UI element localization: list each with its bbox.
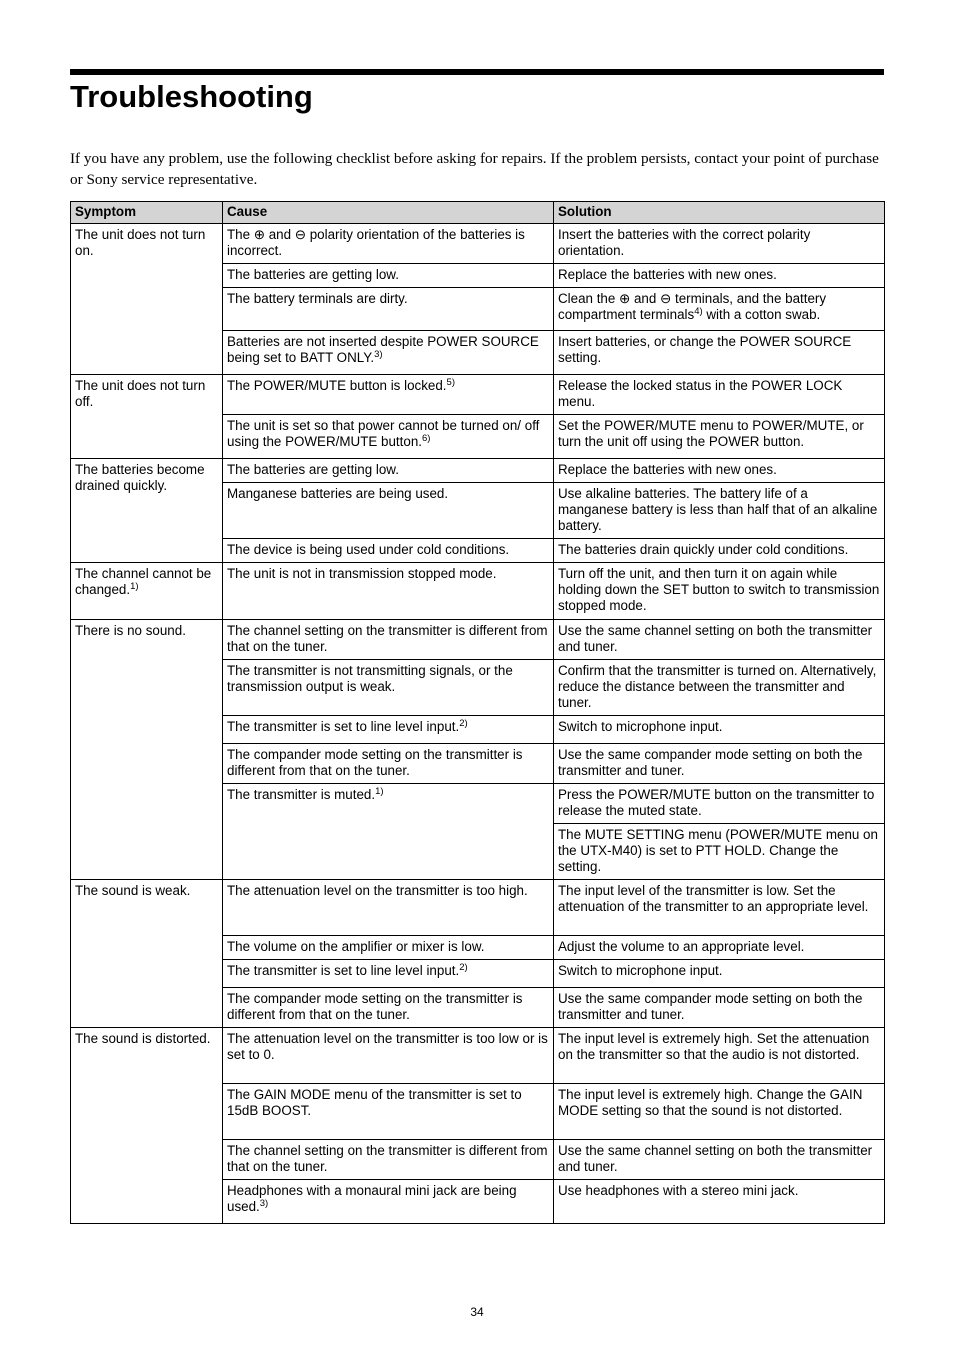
footnote-ref: 1)	[375, 786, 384, 797]
cause-text: The transmitter is not transmitting signals, or the transmission output is weak.	[227, 663, 513, 694]
cause-text: The channel setting on the transmitter is different from that on the tuner.	[227, 623, 548, 654]
header-cause: Cause	[223, 202, 554, 224]
solution-cell	[554, 744, 885, 784]
footnote-ref: 2)	[459, 962, 468, 973]
solution-cell	[554, 483, 885, 539]
cause-cell	[223, 936, 554, 960]
cause-cell	[223, 784, 554, 880]
cause-cell	[223, 288, 554, 331]
symptom-cell	[71, 1028, 223, 1224]
solution-cell	[554, 660, 885, 716]
cause-text: The unit is set so that power cannot be turned on/ off using the POWER/MUTE button.	[227, 418, 540, 449]
cause-text: The channel setting on the transmitter is different from that on the tuner.	[227, 1143, 548, 1174]
cause-text: The transmitter is set to line level input.	[227, 963, 460, 978]
cause-text: The device is being used under cold conditions.	[227, 542, 510, 557]
solution-text: Press the POWER/MUTE button on the transmitter to release the muted state.	[558, 787, 875, 818]
cause-text: The batteries are getting low.	[227, 462, 399, 477]
cause-cell	[223, 563, 554, 620]
cause-cell	[223, 744, 554, 784]
solution-cell	[554, 415, 885, 459]
footnote-ref: 5)	[446, 377, 455, 388]
cause-text: Manganese batteries are being used.	[227, 486, 449, 501]
table-header-row	[71, 202, 885, 224]
solution-cell	[554, 784, 885, 824]
cause-text: The POWER/MUTE button is locked.	[227, 378, 447, 393]
solution-text: Use the same compander mode setting on both the transmitter and tuner.	[558, 747, 863, 778]
solution-cell	[554, 288, 885, 331]
symptom-text: The channel cannot be changed.	[75, 566, 212, 597]
solution-cell	[554, 224, 885, 264]
cause-text: The transmitter is set to line level input.	[227, 719, 460, 734]
cause-text: The batteries are getting low.	[227, 267, 399, 282]
solution-text: Adjust the volume to an appropriate level.	[558, 939, 805, 954]
solution-text: Use alkaline batteries. The battery life of a manganese battery is less than half that of an alkaline battery.	[558, 486, 878, 533]
solution-text: Use the same channel setting on both the transmitter and tuner.	[558, 623, 873, 654]
cause-cell	[223, 1140, 554, 1180]
cause-text: Headphones with a monaural mini jack are being used.	[227, 1183, 517, 1214]
solution-text: The input level of the transmitter is low. Set the attenuation of the transmitter to an appropriate level.	[558, 883, 869, 914]
footnote-ref: 2)	[459, 718, 468, 729]
solution-text: Replace the batteries with new ones.	[558, 267, 777, 282]
solution-cell	[554, 1028, 885, 1084]
cause-text: The compander mode setting on the transmitter is different from that on the tuner.	[227, 747, 523, 778]
footnote-ref: 3)	[259, 1198, 269, 1209]
cause-cell	[223, 1028, 554, 1084]
cause-cell	[223, 264, 554, 288]
page-title: Troubleshooting	[70, 79, 313, 114]
symptom-text: The batteries become drained quickly.	[75, 462, 205, 493]
solution-cell	[554, 988, 885, 1028]
cause-text: Batteries are not inserted despite POWER SOURCE being set to BATT ONLY.	[227, 334, 539, 365]
footnote-ref: 1)	[130, 581, 139, 592]
solution-cell	[554, 1180, 885, 1224]
solution-cell	[554, 539, 885, 563]
symptom-text: The unit does not turn off.	[75, 378, 206, 409]
solution-cell	[554, 1140, 885, 1180]
solution-cell	[554, 563, 885, 620]
cause-cell	[223, 331, 554, 375]
header-solution: Solution	[554, 202, 885, 224]
cause-text: The compander mode setting on the transmitter is different from that on the tuner.	[227, 991, 523, 1022]
cause-text: The attenuation level on the transmitter is too high.	[227, 883, 528, 898]
solution-cell	[554, 331, 885, 375]
solution-cell	[554, 880, 885, 936]
table-row	[71, 375, 885, 415]
solution-text: Release the locked status in the POWER LOCK menu.	[558, 378, 843, 409]
cause-cell	[223, 459, 554, 483]
solution-text: Switch to microphone input.	[558, 963, 723, 978]
cause-cell	[223, 620, 554, 660]
symptom-text: The unit does not turn on.	[75, 227, 206, 258]
troubleshooting-table	[70, 201, 885, 1224]
solution-text: Confirm that the transmitter is turned on. Alternatively, reduce the distance between the transmitter and tuner.	[558, 663, 877, 710]
symptom-cell	[71, 563, 223, 620]
page-number: 34	[470, 1305, 484, 1319]
solution-cell	[554, 960, 885, 988]
solution-cell	[554, 264, 885, 288]
cause-cell	[223, 375, 554, 415]
title-rule	[70, 69, 884, 75]
symptom-cell	[71, 620, 223, 880]
footnote-ref: 6)	[421, 433, 431, 444]
cause-text: The GAIN MODE menu of the transmitter is set to 15dB BOOST.	[227, 1087, 522, 1118]
table-row	[71, 224, 885, 264]
solution-cell	[554, 620, 885, 660]
symptom-text: The sound is weak.	[75, 883, 191, 898]
solution-cell	[554, 824, 885, 880]
footnote-ref: 4)	[694, 306, 703, 317]
symptom-cell	[71, 375, 223, 459]
cause-cell	[223, 716, 554, 744]
cause-text: The attenuation level on the transmitter is too low or is set to 0.	[227, 1031, 548, 1062]
cause-text: The unit is not in transmission stopped mode.	[227, 566, 497, 581]
solution-cell	[554, 375, 885, 415]
solution-text: Turn off the unit, and then turn it on again while holding down the SET button to switch to transmission stopped mode.	[558, 566, 880, 613]
header-symptom: Symptom	[71, 202, 223, 224]
table-row	[71, 620, 885, 660]
solution-text: Use the same channel setting on both the transmitter and tuner.	[558, 1143, 873, 1174]
solution-text: Switch to microphone input.	[558, 719, 723, 734]
table-row	[71, 563, 885, 620]
solution-cell	[554, 716, 885, 744]
cause-cell	[223, 539, 554, 563]
table-row	[71, 1028, 885, 1084]
cause-cell	[223, 660, 554, 716]
cause-cell	[223, 988, 554, 1028]
solution-text: Use the same compander mode setting on both the transmitter and tuner.	[558, 991, 863, 1022]
solution-text: Use headphones with a stereo mini jack.	[558, 1183, 799, 1198]
cause-cell	[223, 960, 554, 988]
solution-text-tail: with a cotton swab.	[702, 307, 821, 322]
cause-cell	[223, 415, 554, 459]
cause-cell	[223, 1084, 554, 1140]
solution-text: The MUTE SETTING menu (POWER/MUTE menu on the UTX-M40) is set to PTT HOLD. Change the setting.	[558, 827, 878, 874]
cause-cell	[223, 1180, 554, 1224]
symptom-cell	[71, 459, 223, 563]
table-row	[71, 880, 885, 936]
solution-text: Clean the ⊕ and ⊖ terminals, and the battery compartment terminals	[558, 291, 827, 322]
solution-cell	[554, 459, 885, 483]
symptom-cell	[71, 224, 223, 375]
cause-text: The battery terminals are dirty.	[227, 291, 408, 306]
symptom-text: There is no sound.	[75, 623, 186, 638]
table-row	[71, 459, 885, 483]
solution-text: Insert batteries, or change the POWER SOURCE setting.	[558, 334, 852, 365]
solution-text: The input level is extremely high. Set the attenuation on the transmitter so that the audio is not distorted.	[558, 1031, 870, 1062]
solution-text: The input level is extremely high. Change the GAIN MODE setting so that the sound is not distorted.	[558, 1087, 863, 1118]
cause-text: The volume on the amplifier or mixer is low.	[227, 939, 485, 954]
solution-text: The batteries drain quickly under cold conditions.	[558, 542, 849, 557]
solution-cell	[554, 936, 885, 960]
cause-text: The transmitter is muted.	[227, 787, 376, 802]
cause-cell	[223, 483, 554, 539]
symptom-cell	[71, 880, 223, 1028]
solution-text: Insert the batteries with the correct polarity orientation.	[558, 227, 811, 258]
intro-paragraph: If you have any problem, use the following checklist before asking for repairs. If the problem persists, contact your point of purchase or Sony service representative.	[70, 150, 879, 188]
solution-text: Set the POWER/MUTE menu to POWER/MUTE, or turn the unit off using the POWER button.	[558, 418, 864, 449]
cause-cell	[223, 224, 554, 264]
solution-text: Replace the batteries with new ones.	[558, 462, 777, 477]
cause-cell	[223, 880, 554, 936]
solution-cell	[554, 1084, 885, 1140]
footnote-ref: 3)	[374, 349, 383, 360]
cause-text: The ⊕ and ⊖ polarity orientation of the batteries is incorrect.	[227, 227, 525, 258]
symptom-text: The sound is distorted.	[75, 1031, 211, 1046]
